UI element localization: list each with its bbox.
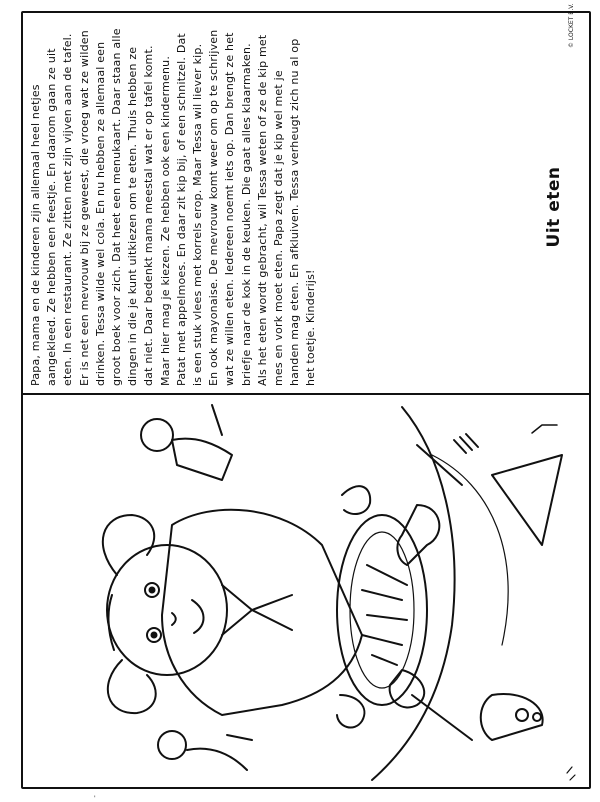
copyright-notice: © LOCKET B.V. bbox=[568, 3, 575, 48]
story-paragraph: Als het eten wordt gebracht, wil Tessa weten of ze de kip met mes en vork moet eten. Papa zegt dat je kip wel met je handen mag eten. En afkluiven. Tessa verheugt zich nu al op het toetje. Kinderijs! bbox=[255, 34, 318, 386]
story-panel bbox=[22, 12, 590, 392]
coloring-illustration bbox=[22, 395, 590, 787]
page-mark: ' bbox=[94, 795, 96, 802]
story-paragraph: Papa, mama en de kinderen zijn allemaal heel netjes aangekleed. Ze hebben een feestje. En daarom gaan ze uit eten. In een restaurant. Ze zitten met zijn vijven aan de tafel. Er is net een mevrouw bij ze geweest, die vroeg wat ze wilden drinken. Tessa wilde wel cola. En nu hebben ze allemaal een groot boek voor zich. Dat heet een menukaart. Daar staan alle dingen in die je kunt uitkiezen om te eten. Thuis hebben ze dat niet. Daar bedenkt mama meestal wat er op tafel komt. Maar hier mag je kiezen. Ze hebben ook een kindermenu. Patat met appelmoes. En daar zit kip bij, of een schnitzel. Dat is een stuk vlees met korrels erop. Maar Tessa wil liever kip. En ook mayonaise. De mevrouw komt weer om op te schrijven wat ze willen eten. Iedereen noemt iets op. Dan brengt ze het briefje naar de kok in de keuken. Die gaat alles klaarmaken. bbox=[29, 28, 253, 386]
girl-hand-right bbox=[337, 695, 364, 728]
girl-hair bbox=[103, 515, 154, 575]
waiter-body bbox=[172, 439, 232, 480]
napkin bbox=[492, 455, 562, 545]
fork bbox=[417, 434, 478, 485]
person-head bbox=[158, 731, 186, 759]
person-body bbox=[187, 749, 247, 770]
knife bbox=[412, 695, 472, 740]
waiter-head bbox=[141, 419, 173, 451]
fries bbox=[362, 565, 407, 665]
girl-mouth bbox=[192, 600, 204, 633]
story-title: Uit eten bbox=[544, 166, 564, 248]
girl-hand-left bbox=[342, 486, 370, 514]
story-text bbox=[28, 26, 518, 386]
rotated-text-block bbox=[22, 22, 582, 392]
girl-body bbox=[162, 510, 362, 715]
